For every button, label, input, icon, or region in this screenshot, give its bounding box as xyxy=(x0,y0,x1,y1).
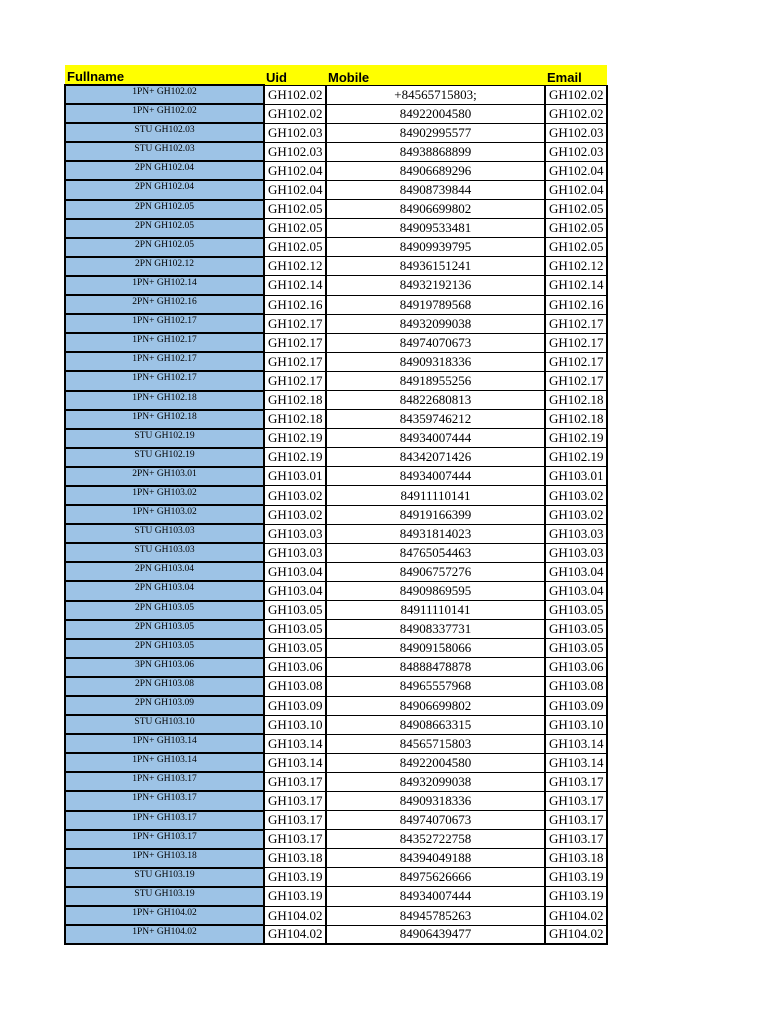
fullname-cell[interactable]: 1PN+ GH103.17 xyxy=(65,791,264,810)
email-cell[interactable]: GH103.19 xyxy=(545,887,607,906)
uid-cell[interactable]: GH103.04 xyxy=(264,581,326,600)
table-row xyxy=(65,85,607,104)
email-cell[interactable]: GH102.05 xyxy=(545,200,607,219)
mobile-cell[interactable]: 84975626666 xyxy=(326,868,545,887)
mobile-cell[interactable]: 84908337731 xyxy=(326,620,545,639)
mobile-cell[interactable]: 84911110141 xyxy=(326,486,545,505)
email-cell[interactable]: GH102.14 xyxy=(545,276,607,295)
mobile-cell[interactable]: 84902995577 xyxy=(326,123,545,142)
fullname-cell[interactable]: 2PN GH103.09 xyxy=(65,696,264,715)
fullname-cell[interactable]: 1PN+ GH103.18 xyxy=(65,849,264,868)
uid-cell[interactable]: GH102.04 xyxy=(264,180,326,199)
table-row xyxy=(65,543,607,562)
table-row xyxy=(65,791,607,810)
uid-cell[interactable]: GH103.03 xyxy=(264,543,326,562)
email-cell[interactable]: GH103.05 xyxy=(545,620,607,639)
uid-cell[interactable]: GH103.08 xyxy=(264,677,326,696)
table-row xyxy=(65,562,607,581)
fullname-cell[interactable]: STU GH103.10 xyxy=(65,715,264,734)
uid-cell[interactable]: GH103.17 xyxy=(264,772,326,791)
spreadsheet-table xyxy=(64,65,608,945)
email-cell[interactable]: GH103.17 xyxy=(545,772,607,791)
email-cell[interactable]: GH103.19 xyxy=(545,868,607,887)
email-cell[interactable]: GH104.02 xyxy=(545,925,607,944)
uid-cell[interactable]: GH103.03 xyxy=(264,524,326,543)
mobile-cell[interactable]: 84938868899 xyxy=(326,142,545,161)
fullname-cell[interactable]: 2PN GH103.08 xyxy=(65,677,264,696)
table-row xyxy=(65,448,607,467)
uid-cell[interactable]: GH103.02 xyxy=(264,486,326,505)
uid-cell[interactable]: GH102.17 xyxy=(264,371,326,390)
table-row xyxy=(65,200,607,219)
email-cell[interactable]: GH103.04 xyxy=(545,581,607,600)
table-row xyxy=(65,887,607,906)
table-row xyxy=(65,238,607,257)
fullname-cell[interactable]: 1PN+ GH104.02 xyxy=(65,925,264,944)
header-mobile[interactable]: Mobile xyxy=(326,65,545,85)
table-row xyxy=(65,467,607,486)
table-row xyxy=(65,734,607,753)
email-cell[interactable]: GH102.18 xyxy=(545,391,607,410)
fullname-cell[interactable]: 1PN+ GH102.02 xyxy=(65,85,264,104)
table-row xyxy=(65,161,607,180)
fullname-cell[interactable]: 1PN+ GH103.17 xyxy=(65,811,264,830)
uid-cell[interactable]: GH102.16 xyxy=(264,295,326,314)
fullname-cell[interactable]: STU GH102.19 xyxy=(65,448,264,467)
table-row xyxy=(65,180,607,199)
header-uid[interactable]: Uid xyxy=(264,65,326,85)
fullname-cell[interactable]: 2PN GH102.04 xyxy=(65,180,264,199)
header-row xyxy=(65,65,607,85)
mobile-cell[interactable]: 84888478878 xyxy=(326,658,545,677)
header-email[interactable]: Email xyxy=(545,65,607,85)
uid-cell[interactable]: GH103.09 xyxy=(264,696,326,715)
table-row xyxy=(65,314,607,333)
email-cell[interactable]: GH103.17 xyxy=(545,791,607,810)
email-cell[interactable]: GH103.18 xyxy=(545,849,607,868)
table-row xyxy=(65,658,607,677)
fullname-cell[interactable]: 1PN+ GH103.17 xyxy=(65,772,264,791)
uid-cell[interactable]: GH103.19 xyxy=(264,868,326,887)
uid-cell[interactable]: GH102.14 xyxy=(264,276,326,295)
table-row xyxy=(65,868,607,887)
table-row xyxy=(65,925,607,944)
mobile-cell[interactable]: 84936151241 xyxy=(326,257,545,276)
mobile-cell[interactable]: 84932099038 xyxy=(326,314,545,333)
uid-cell[interactable]: GH102.03 xyxy=(264,142,326,161)
mobile-cell[interactable]: 84906439477 xyxy=(326,925,545,944)
uid-cell[interactable]: GH102.19 xyxy=(264,429,326,448)
table-row xyxy=(65,123,607,142)
uid-cell[interactable]: GH102.03 xyxy=(264,123,326,142)
fullname-cell[interactable]: STU GH102.03 xyxy=(65,142,264,161)
email-cell[interactable]: GH104.02 xyxy=(545,906,607,925)
fullname-cell[interactable]: 1PN+ GH103.17 xyxy=(65,830,264,849)
mobile-cell[interactable]: 84919166399 xyxy=(326,505,545,524)
uid-cell[interactable]: GH103.10 xyxy=(264,715,326,734)
email-cell[interactable]: GH103.08 xyxy=(545,677,607,696)
fullname-cell[interactable]: 2PN GH103.05 xyxy=(65,639,264,658)
uid-cell[interactable]: GH103.02 xyxy=(264,505,326,524)
fullname-cell[interactable]: 2PN GH102.05 xyxy=(65,219,264,238)
uid-cell[interactable]: GH102.12 xyxy=(264,257,326,276)
uid-cell[interactable]: GH102.02 xyxy=(264,104,326,123)
table-row xyxy=(65,906,607,925)
table-row xyxy=(65,811,607,830)
header-fullname[interactable]: Fullname xyxy=(65,65,264,85)
email-cell[interactable]: GH102.03 xyxy=(545,142,607,161)
mobile-cell[interactable]: 84909158066 xyxy=(326,639,545,658)
fullname-cell[interactable]: 1PN+ GH102.18 xyxy=(65,410,264,429)
email-cell[interactable]: GH102.16 xyxy=(545,295,607,314)
uid-cell[interactable]: GH102.05 xyxy=(264,200,326,219)
table-row xyxy=(65,601,607,620)
email-cell[interactable]: GH102.17 xyxy=(545,333,607,352)
email-cell[interactable]: GH102.05 xyxy=(545,238,607,257)
fullname-cell[interactable]: 1PN+ GH103.14 xyxy=(65,734,264,753)
mobile-cell[interactable]: 84934007444 xyxy=(326,429,545,448)
mobile-cell[interactable]: 84352722758 xyxy=(326,830,545,849)
table-row xyxy=(65,677,607,696)
fullname-cell[interactable]: 2PN GH103.04 xyxy=(65,562,264,581)
email-cell[interactable]: GH102.18 xyxy=(545,410,607,429)
table-row xyxy=(65,352,607,371)
email-cell[interactable]: GH102.17 xyxy=(545,352,607,371)
uid-cell[interactable]: GH103.06 xyxy=(264,658,326,677)
fullname-cell[interactable]: 2PN GH102.05 xyxy=(65,200,264,219)
email-cell[interactable]: GH103.01 xyxy=(545,467,607,486)
uid-cell[interactable]: GH103.17 xyxy=(264,791,326,810)
email-cell[interactable]: GH103.17 xyxy=(545,830,607,849)
uid-cell[interactable]: GH103.18 xyxy=(264,849,326,868)
email-cell[interactable]: GH103.05 xyxy=(545,601,607,620)
table-row xyxy=(65,772,607,791)
table-row xyxy=(65,371,607,390)
fullname-cell[interactable]: 1PN+ GH102.14 xyxy=(65,276,264,295)
uid-cell[interactable]: GH102.05 xyxy=(264,238,326,257)
fullname-cell[interactable]: 2PN GH102.12 xyxy=(65,257,264,276)
uid-cell[interactable]: GH104.02 xyxy=(264,925,326,944)
mobile-cell[interactable]: 84906757276 xyxy=(326,562,545,581)
fullname-cell[interactable]: 2PN GH103.04 xyxy=(65,581,264,600)
email-cell[interactable]: GH102.04 xyxy=(545,180,607,199)
mobile-cell[interactable]: 84909869595 xyxy=(326,581,545,600)
table-row xyxy=(65,696,607,715)
email-cell[interactable]: GH102.02 xyxy=(545,85,607,104)
mobile-cell[interactable]: 84908739844 xyxy=(326,180,545,199)
uid-cell[interactable]: GH103.05 xyxy=(264,639,326,658)
table-body xyxy=(65,85,607,944)
fullname-cell[interactable]: 1PN+ GH102.17 xyxy=(65,352,264,371)
table-row xyxy=(65,276,607,295)
fullname-cell[interactable]: STU GH102.19 xyxy=(65,429,264,448)
fullname-cell[interactable]: 2PN+ GH102.16 xyxy=(65,295,264,314)
fullname-cell[interactable]: STU GH103.19 xyxy=(65,887,264,906)
email-cell[interactable]: GH103.06 xyxy=(545,658,607,677)
email-cell[interactable]: GH103.05 xyxy=(545,639,607,658)
mobile-cell[interactable]: 84565715803 xyxy=(326,734,545,753)
uid-cell[interactable]: GH103.04 xyxy=(264,562,326,581)
table-row xyxy=(65,830,607,849)
mobile-cell[interactable]: 84919789568 xyxy=(326,295,545,314)
mobile-cell[interactable]: 84909318336 xyxy=(326,791,545,810)
mobile-cell[interactable]: 84909533481 xyxy=(326,219,545,238)
fullname-cell[interactable]: 1PN+ GH102.17 xyxy=(65,333,264,352)
mobile-cell[interactable]: 84908663315 xyxy=(326,715,545,734)
email-cell[interactable]: GH103.09 xyxy=(545,696,607,715)
table-row xyxy=(65,219,607,238)
mobile-cell[interactable]: 84974070673 xyxy=(326,333,545,352)
table-row xyxy=(65,620,607,639)
email-cell[interactable]: GH103.03 xyxy=(545,524,607,543)
fullname-cell[interactable]: 2PN GH103.05 xyxy=(65,620,264,639)
fullname-cell[interactable]: 2PN GH102.05 xyxy=(65,238,264,257)
email-cell[interactable]: GH102.03 xyxy=(545,123,607,142)
fullname-cell[interactable]: STU GH102.03 xyxy=(65,123,264,142)
uid-cell[interactable]: GH103.17 xyxy=(264,830,326,849)
mobile-cell[interactable]: 84932099038 xyxy=(326,772,545,791)
email-cell[interactable]: GH103.03 xyxy=(545,543,607,562)
mobile-cell[interactable]: 84974070673 xyxy=(326,811,545,830)
uid-cell[interactable]: GH102.17 xyxy=(264,314,326,333)
table-row xyxy=(65,524,607,543)
fullname-cell[interactable]: 2PN GH102.04 xyxy=(65,161,264,180)
email-cell[interactable]: GH102.02 xyxy=(545,104,607,123)
fullname-cell[interactable]: 2PN+ GH103.01 xyxy=(65,467,264,486)
email-cell[interactable]: GH103.10 xyxy=(545,715,607,734)
mobile-cell[interactable]: 84909939795 xyxy=(326,238,545,257)
mobile-cell[interactable]: 84765054463 xyxy=(326,543,545,562)
table-row xyxy=(65,333,607,352)
table-row xyxy=(65,581,607,600)
email-cell[interactable]: GH103.14 xyxy=(545,734,607,753)
table-row xyxy=(65,104,607,123)
mobile-cell[interactable]: 84359746212 xyxy=(326,410,545,429)
uid-cell[interactable]: GH102.04 xyxy=(264,161,326,180)
uid-cell[interactable]: GH102.17 xyxy=(264,333,326,352)
email-cell[interactable]: GH102.19 xyxy=(545,429,607,448)
fullname-cell[interactable]: 1PN+ GH102.02 xyxy=(65,104,264,123)
table-row xyxy=(65,505,607,524)
uid-cell[interactable]: GH102.17 xyxy=(264,352,326,371)
table-row xyxy=(65,639,607,658)
mobile-cell[interactable]: 84931814023 xyxy=(326,524,545,543)
uid-cell[interactable]: GH103.05 xyxy=(264,601,326,620)
email-cell[interactable]: GH102.19 xyxy=(545,448,607,467)
table-row xyxy=(65,391,607,410)
email-cell[interactable]: GH102.05 xyxy=(545,219,607,238)
mobile-cell[interactable]: 84906689296 xyxy=(326,161,545,180)
fullname-cell[interactable]: 1PN+ GH104.02 xyxy=(65,906,264,925)
fullname-cell[interactable]: 1PN+ GH102.17 xyxy=(65,314,264,333)
table-row xyxy=(65,753,607,772)
email-cell[interactable]: GH103.02 xyxy=(545,505,607,524)
uid-cell[interactable]: GH102.18 xyxy=(264,391,326,410)
fullname-cell[interactable]: 1PN+ GH103.02 xyxy=(65,486,264,505)
mobile-cell[interactable]: 84909318336 xyxy=(326,352,545,371)
fullname-cell[interactable]: STU GH103.03 xyxy=(65,524,264,543)
uid-cell[interactable]: GH103.05 xyxy=(264,620,326,639)
mobile-cell[interactable]: 84342071426 xyxy=(326,448,545,467)
uid-cell[interactable]: GH103.01 xyxy=(264,467,326,486)
mobile-cell[interactable]: 84822680813 xyxy=(326,391,545,410)
fullname-cell[interactable]: 1PN+ GH103.14 xyxy=(65,753,264,772)
uid-cell[interactable]: GH103.14 xyxy=(264,734,326,753)
fullname-cell[interactable]: STU GH103.03 xyxy=(65,543,264,562)
table-row xyxy=(65,429,607,448)
uid-cell[interactable]: GH102.02 xyxy=(264,85,326,104)
fullname-cell[interactable]: 1PN+ GH103.02 xyxy=(65,505,264,524)
email-cell[interactable]: GH102.17 xyxy=(545,314,607,333)
fullname-cell[interactable]: STU GH103.19 xyxy=(65,868,264,887)
email-cell[interactable]: GH102.17 xyxy=(545,371,607,390)
mobile-cell[interactable]: 84911110141 xyxy=(326,601,545,620)
mobile-cell[interactable]: 84965557968 xyxy=(326,677,545,696)
mobile-cell[interactable]: +84565715803; xyxy=(326,85,545,104)
mobile-cell[interactable]: 84932192136 xyxy=(326,276,545,295)
uid-cell[interactable]: GH102.19 xyxy=(264,448,326,467)
table-row xyxy=(65,257,607,276)
table-row xyxy=(65,486,607,505)
uid-cell[interactable]: GH102.05 xyxy=(264,219,326,238)
table-row xyxy=(65,849,607,868)
fullname-cell[interactable]: 2PN GH103.05 xyxy=(65,601,264,620)
table-row xyxy=(65,295,607,314)
email-cell[interactable]: GH103.17 xyxy=(545,811,607,830)
email-cell[interactable]: GH103.14 xyxy=(545,753,607,772)
email-cell[interactable]: GH102.12 xyxy=(545,257,607,276)
table-row xyxy=(65,715,607,734)
mobile-cell[interactable]: 84922004580 xyxy=(326,104,545,123)
uid-cell[interactable]: GH103.19 xyxy=(264,887,326,906)
mobile-cell[interactable]: 84934007444 xyxy=(326,887,545,906)
mobile-cell[interactable]: 84906699802 xyxy=(326,696,545,715)
table-row xyxy=(65,142,607,161)
uid-cell[interactable]: GH104.02 xyxy=(264,906,326,925)
mobile-cell[interactable]: 84945785263 xyxy=(326,906,545,925)
table-row xyxy=(65,410,607,429)
mobile-cell[interactable]: 84918955256 xyxy=(326,371,545,390)
uid-cell[interactable]: GH102.18 xyxy=(264,410,326,429)
mobile-cell[interactable]: 84922004580 xyxy=(326,753,545,772)
fullname-cell[interactable]: 1PN+ GH102.18 xyxy=(65,391,264,410)
mobile-cell[interactable]: 84906699802 xyxy=(326,200,545,219)
fullname-cell[interactable]: 3PN GH103.06 xyxy=(65,658,264,677)
uid-cell[interactable]: GH103.17 xyxy=(264,811,326,830)
email-cell[interactable]: GH102.04 xyxy=(545,161,607,180)
fullname-cell[interactable]: 1PN+ GH102.17 xyxy=(65,371,264,390)
email-cell[interactable]: GH103.02 xyxy=(545,486,607,505)
mobile-cell[interactable]: 84934007444 xyxy=(326,467,545,486)
email-cell[interactable]: GH103.04 xyxy=(545,562,607,581)
mobile-cell[interactable]: 84394049188 xyxy=(326,849,545,868)
uid-cell[interactable]: GH103.14 xyxy=(264,753,326,772)
